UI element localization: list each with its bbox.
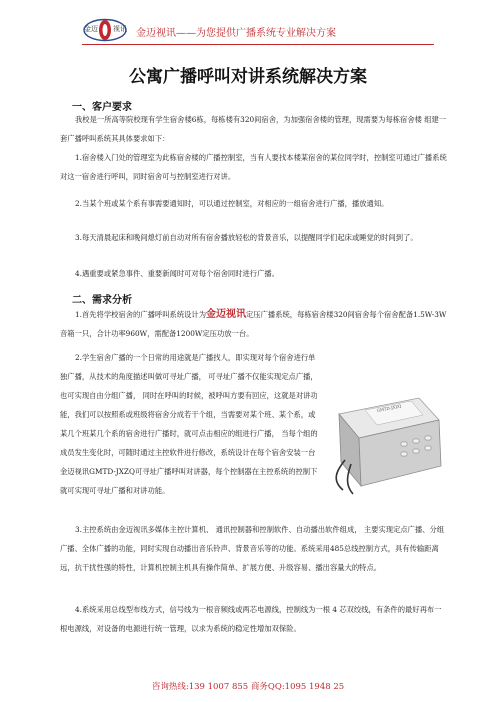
analysis-text-1a: 1.首先将学校宿舍的广播呼叫系统设计为 — [75, 310, 207, 319]
analysis-paragraph-2 — [60, 348, 318, 500]
requirement-text-4: 4.遇重要或紧急事件、重要新闻时可对每个宿舍同时进行广播。 — [75, 269, 279, 278]
section-heading-analysis: 二、需求分析 — [72, 295, 132, 306]
requirement-item-1 — [60, 148, 448, 186]
analysis-paragraph-3 — [60, 520, 448, 577]
analysis-text-4: 4.系统采用总线型布线方式，信号线为一根音频线或两芯电源线，控制线为一根 4 芯双绞线，有条件的最好再布一根电源线，对设备的电源进行统一管理，以求为系统的稳定性增加双保险。 — [60, 605, 442, 633]
analysis-paragraph-1 — [60, 305, 448, 343]
requirement-item-4 — [60, 264, 448, 283]
requirement-text-3: 3.每天清晨起床和晚间熄灯前自动对所有宿舍播放轻松的背景音乐，以提醒同学们起床或睡觉的时间到了。 — [75, 233, 418, 242]
header-divider — [82, 44, 434, 45]
page-header — [82, 18, 434, 44]
device-panel-label: GMTD-JXZQ — [376, 403, 402, 413]
analysis-text-1b: 定压广播系统，每栋宿舍楼320间宿舍每个宿舍配备1.5W-3W音箱一只，合计功率960W，需配备1200W定压功放一台。 — [60, 310, 447, 338]
brand-name: 金迈视讯 — [206, 309, 247, 320]
requirement-text-2: 2.当某个班或某个系有事需要通知时，可以通过控制室，对相应的一组宿舍进行广播，播放通知。 — [75, 199, 389, 208]
section-heading-requirements: 一、客户要求 — [72, 102, 132, 113]
document-title: 公寓广播呼叫对讲系统解决方案 — [129, 67, 367, 87]
controller-device-photo — [325, 390, 447, 498]
analysis-paragraph-4 — [60, 600, 448, 638]
intro-text: 我校是一所高等院校现有学生宿舍楼6栋，每栋楼有320间宿舍，为加强宿舍楼的管理，现需要为每栋宿舍楼 组建一套广播呼叫系统其具体要求如下： — [60, 115, 447, 143]
contact-footer: 咨询热线:139 1007 855 商务QQ:1095 1948 25 — [151, 682, 345, 692]
header-tagline: 金迈视讯——为您提供广播系统专业解决方案 — [136, 28, 336, 39]
paragraph-intro — [60, 110, 448, 148]
logo-text-left: 金迈 — [84, 25, 98, 33]
analysis-text-3: 3.主控系统由金迈视讯多媒体主控计算机、 通讯控制器和控制软件、自动播出软件组成， 主要实现定点广播、分组广播、全体广播的功能，同时实现自动播出音乐铃声、背景音乐等的功能。系统采用485总线控制方式，具有传输距离远，抗干扰性强的特性，计算机控制主机具有操作简单、扩展方便、升级容易、播出容量大的特点。 — [60, 525, 445, 572]
analysis-text-2: 2.学生宿舍广播的一个日常的用途就是广播找人，即实现对每个宿舍进行单独广播，从技术的角度描述叫做可寻址广播， 可寻址广播不仅能实现定点广播，也可实现自由分组广播， 同时在呼叫的时候，被呼叫方要有回应，这就是对讲功能，我们可以按照系或班级将宿舍分成若干个组，当需要对某个班、某个系，或某几个班某几个系的宿舍进行广播时，就可点击相应的组进行广播， 当每个组的成员发生变化时，可随时通过主控软件进行修改，系统设计在每个宿舍安装一台金迈视讯GMTD-JXZQ可寻址广播呼叫对讲器，每个控制器在主控系统的控制下就可实现可寻址广播和对讲功能。 — [60, 353, 318, 495]
requirement-text-1: 1.宿舍楼入门处的管理室为此栋宿舍楼的广播控制室，当有人要找本楼某宿舍的某位同学时，控制室可通过广播系统对这一宿舍进行呼叫，同时宿舍可与控制室进行对讲。 — [60, 153, 447, 181]
logo-text-right: 视讯 — [113, 25, 127, 33]
requirement-item-2 — [60, 194, 448, 213]
requirement-item-3 — [60, 228, 448, 247]
